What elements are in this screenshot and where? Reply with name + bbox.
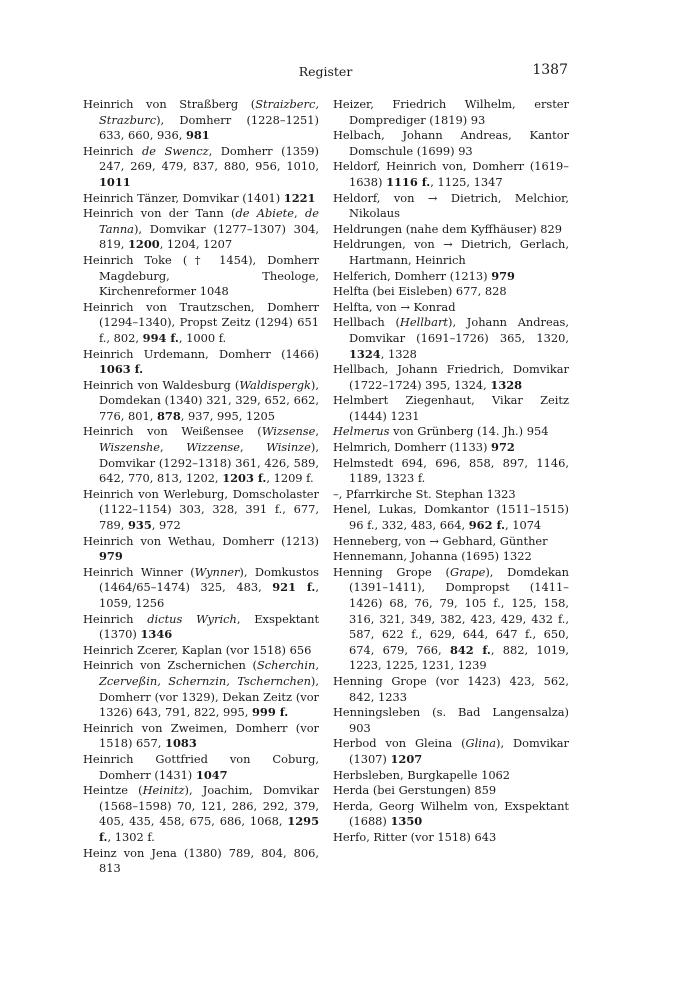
index-entry: Herda (bei Gerstungen) 859 [333, 783, 497, 798]
page-header [83, 62, 568, 82]
italic-name-variant: Scherchin, Zcerveßin, Schernzin, Tschernchen [99, 658, 319, 688]
italic-name-variant: Wizsense [261, 424, 316, 439]
bold-page-reference: 1221 [283, 190, 316, 205]
bold-page-reference: 979 [491, 268, 515, 283]
italic-name-variant: Helmerus [333, 424, 390, 439]
italic-name-variant: Heinitz [142, 783, 185, 798]
index-entry: Heinrich von Wethau, Domherr (1213) 979 [83, 533, 319, 564]
bold-page-reference: 1116 f. [386, 174, 431, 189]
bold-page-reference: 994 f. [142, 330, 179, 345]
running-title: Register [298, 64, 353, 79]
index-entry: Helmrich, Domherr (1133) 972 [333, 440, 515, 455]
bold-page-reference: 962 f. [468, 518, 505, 533]
index-entry: Heinrich de Swencz, Domherr (1359) 247, 269, 479, 837, 880, 956, 1010, 1011 [83, 143, 319, 189]
index-entry: Helbach, Johann Andreas, Kantor Domschule (1699) 93 [333, 128, 569, 158]
index-entry: Herda, Georg Wilhelm von, Exspektant (1688) 1350 [333, 798, 569, 829]
index-entry: Heinrich Toke († 1454), Domherr Magdeburg, Theologe, Kirchenreformer 1048 [83, 252, 319, 299]
index-entry: Heldorf, Heinrich von, Domherr (1619–1638) 1116 f., 1125, 1347 [333, 159, 569, 189]
bold-page-reference: 1346 [140, 627, 173, 642]
index-entry: Heldorf, von → Dietrich, Melchior, Nikolaus [333, 190, 569, 221]
index-entry: Heinrich von Waldesburg (Waldispergk), Domdekan (1340) 321, 329, 652, 662, 776, 801, 878, 937, 995, 1205 [83, 377, 319, 423]
bold-page-reference: 1203 f. [222, 471, 267, 486]
index-entry: Herbod von Gleina (Glina), Domvikar (1307) 1207 [333, 736, 569, 766]
index-entry: Helfta (bei Eisleben) 677, 828 [333, 284, 507, 299]
bold-page-reference: 935 [127, 518, 152, 533]
bold-page-reference: 1063 f. [99, 362, 144, 377]
index-entry: Hellbach, Johann Friedrich, Domvikar (1722–1724) 395, 1324, 1328 [333, 362, 569, 392]
bold-page-reference: 878 [156, 408, 181, 423]
bold-page-reference: 1200 [127, 237, 160, 252]
bold-page-reference: 1207 [390, 751, 423, 766]
bold-page-reference: 981 [185, 128, 210, 143]
italic-name-variant: Straizberc, Strazburc [99, 97, 319, 127]
index-entry: Hellbach (Hellbart), Johann Andreas, Domvikar (1691–1726) 365, 1320, 1324, 1328 [333, 315, 570, 361]
index-entry: Heinrich von Zweimen, Domherr (vor 1518) 657, 1083 [83, 720, 319, 751]
italic-name-variant: dictus Wyrich [147, 611, 237, 626]
bold-page-reference: 972 [491, 440, 515, 455]
bold-page-reference: 921 f. [272, 580, 316, 595]
index-entry: Helmerus von Grünberg (14. Jh.) 954 [333, 424, 549, 439]
index-entry: Herfo, Ritter (vor 1518) 643 [333, 829, 497, 844]
bold-page-reference: 1295 f. [99, 814, 319, 844]
bold-page-reference: 1011 [99, 174, 131, 189]
italic-name-variant: Wisinze [266, 440, 311, 455]
index-entry: Heinrich von Werleburg, Domscholaster (1122–1154) 303, 328, 391 f., 677, 789, 935, 972 [83, 486, 319, 533]
italic-name-variant: Glina [465, 736, 497, 751]
bold-page-reference: 1324 [349, 346, 381, 361]
index-entry: Hennemann, Johanna (1695) 1322 [333, 549, 532, 564]
index-entry: Henning Grope (Grape), Domdekan (1391–1411), Dompropst (1411–1426) 68, 76, 79, 105 f., 125, 158, 316, 321, 349, 382, 423, 429, 432 f., 587, 622 f., 629, 644, 647 f., 650, 674, 679, 766, 842 f., 882, 1019, 1223, 1225, 1231, 1239 [333, 564, 569, 673]
page-number: 1387 [532, 62, 568, 78]
index-entry: Heinrich dictus Wyrich, Exspektant (1370) 1346 [83, 611, 320, 642]
index-entry: Heinrich von Zschernichen (Scherchin, Zcerveßin, Schernzin, Tschernchen), Domherr (vor 1329), Dekan Zeitz (vor 1326) 643, 791, 822, 995, 999 f. [83, 658, 319, 720]
index-entry: Heinrich von Weißensee (Wizsense, Wiszenshe, Wizzense, Wisinze), Domvikar (1292–1318) 361, 426, 589, 642, 770, 813, 1202, 1203 f., 1209 f. [83, 424, 319, 486]
italic-name-variant: de Abiete [235, 206, 295, 221]
index-entry: Heldrungen, von → Dietrich, Gerlach, Hartmann, Heinrich [333, 237, 569, 267]
index-entry: Henel, Lukas, Domkantor (1511–1515) 96 f., 332, 483, 664, 962 f., 1074 [333, 502, 569, 533]
index-entry: Helferich, Domherr (1213) 979 [333, 268, 515, 283]
index-entry: Heinrich von der Tann (de Abiete, de Tanna), Domvikar (1277–1307) 304, 819, 1200, 1204, 1207 [83, 206, 319, 252]
index-entry: Heinrich von Trautzschen, Domherr (1294–1340), Propst Zeitz (1294) 651 f., 802, 994 f., 1000 f. [83, 299, 319, 345]
italic-name-variant: de Swencz [142, 143, 209, 158]
index-entry: Heinrich Zcerer, Kaplan (vor 1518) 656 [83, 642, 312, 657]
index-entry: Heintze (Heinitz), Joachim, Domvikar (1568–1598) 70, 121, 286, 292, 379, 405, 435, 458, 675, 686, 1068, 1295 f., 1302 f. [83, 783, 319, 844]
bold-page-reference: 1047 [195, 767, 228, 782]
index-entry: Helmbert Ziegenhaut, Vikar Zeitz (1444) 1231 [333, 393, 569, 423]
index-entry: –, Pfarrkirche St. Stephan 1323 [333, 486, 516, 501]
index-entry: Heinrich Urdemann, Domherr (1466) 1063 f. [83, 346, 319, 377]
bold-page-reference: 1350 [390, 814, 423, 829]
italic-name-variant: Waldispergk [239, 377, 311, 392]
bold-page-reference: 1083 [165, 736, 197, 751]
index-entry: Heinrich von Straßberg (Straizberc, Strazburc), Domherr (1228–1251) 633, 660, 936, 981 [83, 97, 319, 143]
index-entry: Henneberg, von → Gebhard, Günther [333, 533, 548, 548]
italic-name-variant: Wizzense [186, 440, 241, 455]
bold-page-reference: 999 f. [251, 705, 289, 720]
index-entry: Heinrich Winner (Wynner), Domkustos (1464/65–1474) 325, 483, 921 f., 1059, 1256 [83, 564, 319, 610]
italic-name-variant: Grape [449, 564, 486, 579]
italic-name-variant: Wynner [194, 564, 240, 579]
bold-page-reference: 842 f. [449, 642, 491, 657]
index-entry: Henning Grope (vor 1423) 423, 562, 842, 1233 [333, 673, 569, 704]
index-column-right [333, 97, 569, 846]
index-entry: Heinrich Gottfried von Coburg, Domherr (1431) 1047 [83, 751, 319, 782]
bold-page-reference: 1328 [490, 377, 523, 392]
index-entry: Helfta, von → Konrad [333, 299, 456, 314]
index-entry: Heldrungen (nahe dem Kyffhäuser) 829 [333, 221, 563, 236]
index-entry: Henningsleben (s. Bad Langensalza) 903 [333, 705, 569, 735]
index-entry: Heinrich Tänzer, Domvikar (1401) 1221 [83, 190, 316, 205]
index-entry: Heinz von Jena (1380) 789, 804, 806, 813 [83, 845, 319, 876]
bold-page-reference: 979 [99, 549, 123, 564]
index-entry: Heizer, Friedrich Wilhelm, erster Domprediger (1819) 93 [333, 97, 569, 127]
italic-name-variant: de Tanna [99, 206, 319, 236]
italic-name-variant: Wiszenshe [99, 440, 160, 455]
italic-name-variant: Hellbart [399, 315, 448, 330]
index-entry: Helmstedt 694, 696, 858, 897, 1146, 1189, 1323 f. [333, 455, 569, 486]
index-entry: Herbsleben, Burgkapelle 1062 [333, 767, 511, 782]
index-column-left [83, 97, 319, 877]
